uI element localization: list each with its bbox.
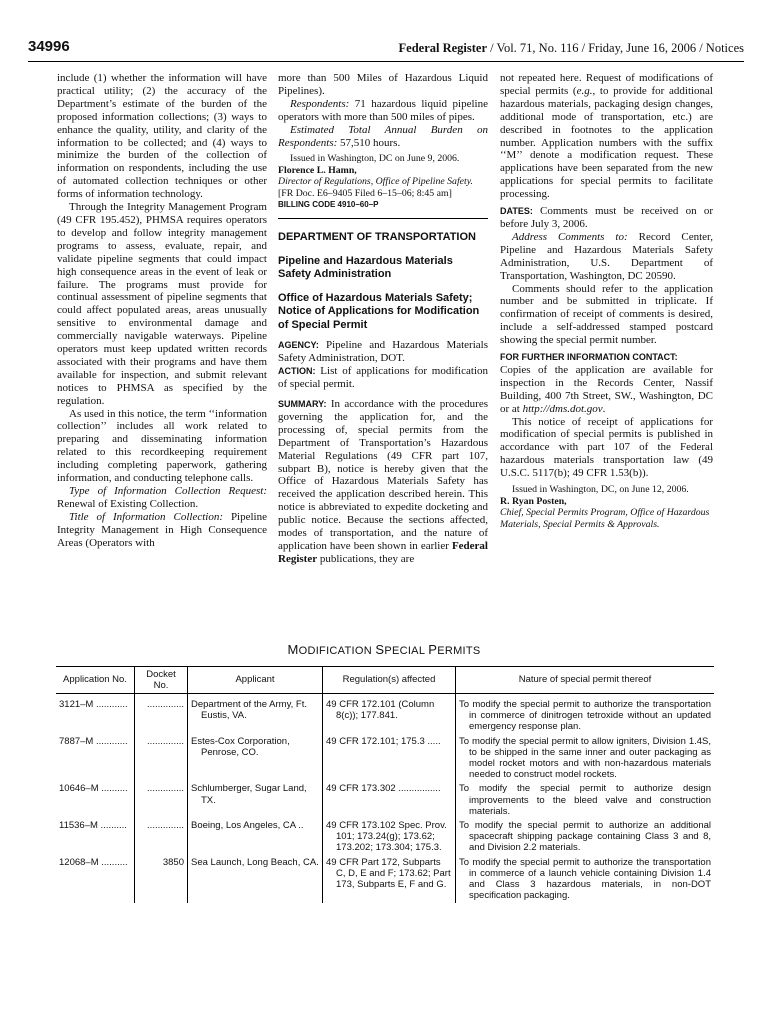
issued-line: Issued in Washington, DC, on June 12, 2006. bbox=[512, 484, 689, 496]
applicant: Boeing, Los Angeles, CA .. bbox=[188, 819, 323, 856]
table-row bbox=[56, 735, 714, 783]
paragraph: This notice of receipt of applications for modification of special permits is published in accordance with part 107 of the Federal hazardous materials transportation law (49 U.S.C. 5117(b); 49 CFR 1.53(b)). bbox=[500, 415, 713, 480]
field-label: SUMMARY: bbox=[278, 398, 327, 409]
field-value: publications, they are bbox=[317, 552, 415, 565]
field-value: Renewal of Existing Collection. bbox=[57, 497, 199, 510]
signer-title: Chief, Special Permits Program, Office of Hazardous Materials, Special Permits & Approvals. bbox=[500, 507, 710, 530]
column-1 bbox=[57, 72, 267, 550]
regulations: 49 CFR 172.101 (Column 8(c)); 177.841. bbox=[323, 694, 456, 735]
special-permits-table bbox=[56, 666, 714, 903]
application-number: 3121–M ............ bbox=[59, 699, 128, 710]
regulations: 49 CFR 173.102 Spec. Prov. 101; 173.24(g); 173.62; 173.202; 173.304; 175.3. bbox=[323, 819, 456, 856]
issued-line: Issued in Washington, DC on June 9, 2006. bbox=[290, 153, 460, 165]
paragraph bbox=[57, 485, 267, 511]
applicant: Estes-Cox Corporation, Penrose, CO. bbox=[188, 735, 323, 783]
field-label: AGENCY: bbox=[278, 340, 319, 351]
column-header: Regulation(s) affected bbox=[323, 667, 456, 694]
field-value: In accordance with the procedures governing the application for, and the processing of, special permits from the Department of Transportation’s Hazardous Material Regulations (49 CFR part 107, subpart B), notice is hereby given that the Office of Hazardous Materials Safety has received the application described herein. This notice is abbreviated to expedite docketing and public notice. Because the sections affected, modes of transportation, and the nature of application have been shown in earlier bbox=[278, 397, 488, 552]
action-field bbox=[278, 365, 488, 391]
column-2 bbox=[278, 72, 488, 566]
table-title: MODIFICATION SPECIAL PERMITS bbox=[287, 642, 481, 657]
fr-doc-line: [FR Doc. E6–9405 Filed 6–15–06; 8:45 am] bbox=[278, 187, 452, 199]
field-value: Pipeline Integrity Management in High Consequence Areas (Operators with bbox=[57, 510, 267, 549]
table-row bbox=[56, 856, 714, 904]
paragraph bbox=[57, 511, 267, 550]
nature-of-permit: To modify the special permit to allow igniters, Division 1.4S, to be shipped in the same inner and outer packaging as model rocket motors and with non-hazardous materials needed to construct model rockets. bbox=[456, 735, 715, 783]
application-number: 12068–M .......... bbox=[59, 856, 128, 868]
field-value: Record Center, Pipeline and Hazardous Materials Safety Administration, U.S. Department of Transportation, Washington, DC 20590. bbox=[500, 230, 713, 282]
agency-heading: Pipeline and Hazardous Materials Safety Administration bbox=[278, 254, 453, 281]
department-heading: DEPARTMENT OF TRANSPORTATION bbox=[278, 231, 476, 244]
application-number: 11536–M .......... bbox=[59, 820, 127, 832]
dates-field bbox=[500, 205, 713, 231]
table-row bbox=[56, 819, 714, 856]
paragraph: As used in this notice, the term ‘‘information collection’’ includes all work related to preparing and disseminating information related to this recordkeeping requirement including completing paperwork, gathering information, and conducting telephone calls. bbox=[57, 407, 267, 485]
table-row bbox=[56, 782, 714, 819]
paragraph bbox=[278, 98, 488, 124]
application-number: 10646–M .......... bbox=[59, 783, 128, 795]
section-divider bbox=[278, 218, 488, 219]
page-number: 34996 bbox=[28, 38, 70, 55]
field-label: Respondents: bbox=[290, 97, 350, 110]
contact-field: Copies of the application are available for inspection in the Records Center, Nassif Building, 400 7th Street, SW., Washington, DC or at http://dms.dot.gov. bbox=[500, 363, 713, 415]
docket-number: 3850 bbox=[135, 856, 188, 904]
paragraph bbox=[278, 124, 488, 150]
table-row bbox=[56, 694, 714, 735]
field-value: Pipeline and Hazardous Materials Safety Administration, DOT. bbox=[278, 339, 488, 365]
applicant: Sea Launch, Long Beach, CA. bbox=[188, 856, 323, 904]
regulations: 49 CFR 173.302 ................ bbox=[323, 782, 456, 819]
docket-number: .............. bbox=[135, 819, 188, 856]
field-value: Comments must be received on or before July 3, 2006. bbox=[500, 205, 713, 230]
paragraph: Through the Integrity Management Program (49 CFR 195.452), PHMSA requires operators to develop and follow integrity management programs to assess, evaluate, repair, and validate pipeline segments that could impact high consequence areas in the event of leak or failure. The programs must provide for continual assessment of pipeline segments that could affect populated areas, areas unusually sensitive to environmental damage and commercially navigable waterways. Pipeline operators must keep updated written records associated with their programs and have them available for inspection, and submit relevant notices to PHMSA as specified by the regulation. bbox=[57, 201, 267, 407]
running-head bbox=[399, 41, 744, 56]
paragraph: Comments should refer to the application number and be submitted in triplicate. If confirmation of receipt of comments is desired, include a self-addressed stamped postcard showing the special permit number. bbox=[500, 282, 713, 347]
field-label: Estimated Total Annual Burden on Respondents: bbox=[278, 123, 488, 149]
table-header-row bbox=[56, 667, 714, 694]
field-value: 57,510 hours. bbox=[337, 136, 401, 149]
address-field bbox=[500, 231, 713, 283]
field-label: Type of Information Collection Request: bbox=[69, 485, 267, 497]
column-header: Application No. bbox=[56, 667, 135, 694]
field-label: Title of Information Collection: bbox=[69, 510, 223, 523]
federal-register-ref: Federal Register bbox=[278, 539, 488, 565]
signer-title: Director of Regulations, Office of Pipeline Safety. bbox=[278, 176, 473, 188]
paragraph: more than 500 Miles of Hazardous Liquid Pipelines). bbox=[278, 72, 488, 97]
applicant: Schlumberger, Sugar Land, TX. bbox=[188, 782, 323, 819]
nature-of-permit: To modify the special permit to authorize the transportation in commerce of a launch vehicle containing Division 1.4 and Class 3 hazardous materials, in non-DOT specification packaging. bbox=[456, 856, 715, 904]
docket-number: .............. bbox=[135, 735, 188, 783]
column-header: Nature of special permit thereof bbox=[456, 667, 715, 694]
issue-citation: / Vol. 71, No. 116 / Friday, June 16, 2006 / Notices bbox=[487, 41, 744, 55]
signer-name: Florence L. Hamn, bbox=[278, 164, 357, 176]
paragraph: include (1) whether the information will have practical utility; (2) the accuracy of the Department’s estimate of the burden of the proposed information collections; (3) ways to enhance the quality, utility, and clarity of the information to be collected; and (4) ways to minimize the burden of the collection of information on respondents, including the use of automated collection techniques or other forms of information technology. bbox=[57, 72, 267, 201]
paragraph: not repeated here. Request of modifications of special permits (e.g., to provide for additional hazardous materials, packaging design changes, additional mode of transportation, etc.) are described in footnotes to the application number. Application numbers with the suffix ‘‘M’’ denote a modification request. These applications have been separated from the new applications for special permits to facilitate processing. bbox=[500, 72, 713, 201]
contact-label: FOR FURTHER INFORMATION CONTACT: bbox=[500, 352, 678, 363]
field-value: List of applications for modification of special permit. bbox=[278, 365, 488, 391]
signer-name: R. Ryan Posten, bbox=[500, 495, 567, 507]
application-number: 7887–M ............ bbox=[59, 735, 128, 747]
applicant: Department of the Army, Ft. Eustis, VA. bbox=[188, 694, 323, 735]
docket-number: .............. bbox=[135, 782, 188, 819]
field-value: 71 hazardous liquid pipeline operators with more than 500 miles of pipes. bbox=[278, 97, 488, 123]
journal-name: Federal Register bbox=[398, 41, 488, 55]
column-header: Docket No. bbox=[135, 667, 188, 694]
notice-title: Office of Hazardous Materials Safety; Notice of Applications for Modification of Special Permit bbox=[278, 291, 480, 331]
nature-of-permit: To modify the special permit to authorize design improvements to the bleed valve and construction materials. bbox=[456, 782, 715, 819]
nature-of-permit: To modify the special permit to authorize an additional spacecraft shipping package containing Class 3 and 8, and Division 2.2 materials. bbox=[456, 819, 715, 856]
column-3 bbox=[500, 72, 713, 530]
docket-number: .............. bbox=[135, 694, 188, 735]
column-header: Applicant bbox=[188, 667, 323, 694]
field-label: ACTION: bbox=[278, 366, 316, 377]
header-rule bbox=[28, 61, 744, 62]
field-label: Address Comments to: bbox=[512, 230, 628, 243]
page-header bbox=[28, 38, 744, 60]
contact-url-link[interactable]: http://dms.dot.gov bbox=[522, 402, 603, 415]
regulations: 49 CFR Part 172, Subparts C, D, E and F; 173.62; Part 173, Subparts E, F and G. bbox=[323, 856, 456, 904]
field-label: DATES: bbox=[500, 206, 533, 217]
billing-code: BILLING CODE 4910–60–P bbox=[278, 200, 379, 210]
regulations: 49 CFR 172.101; 175.3 ..... bbox=[323, 735, 456, 783]
summary-field bbox=[278, 398, 488, 566]
nature-of-permit: To modify the special permit to authorize the transportation in commerce of dinitrogen tetroxide without an updated emergency response plan. bbox=[456, 694, 715, 735]
agency-field bbox=[278, 339, 488, 365]
